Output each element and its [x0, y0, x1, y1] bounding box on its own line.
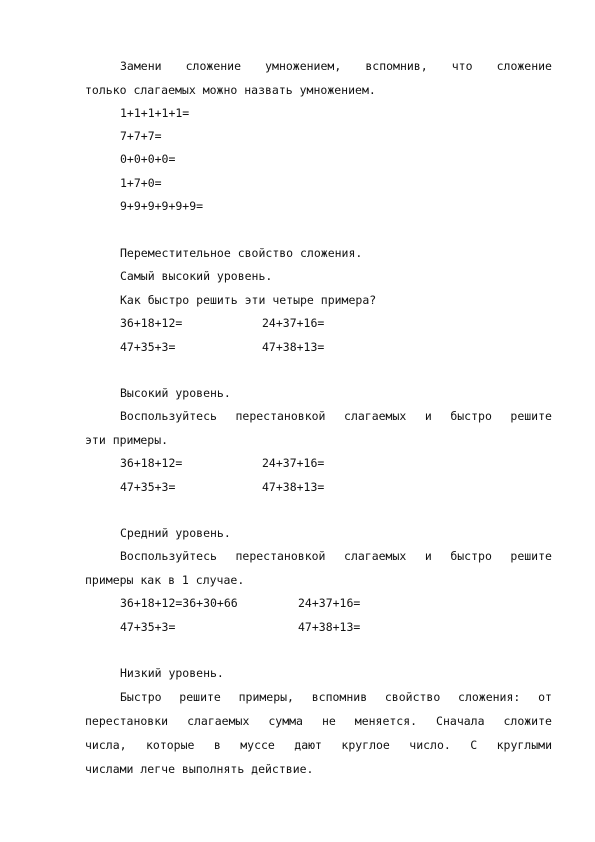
level-heading: Самый высокий уровень. [120, 269, 273, 283]
example-cell: 24+37+16= [298, 596, 361, 610]
word: С [470, 738, 478, 752]
word: от [538, 690, 552, 704]
word: числа, [85, 738, 127, 752]
example-cell: 47+35+3= [120, 480, 176, 494]
word: умножением, [265, 59, 342, 73]
example-line: 9+9+9+9+9+9= [120, 199, 204, 213]
example-line: 1+1+1+1+1= [120, 106, 190, 120]
word: муссе [240, 738, 275, 752]
word: Воспользуйтесь [120, 549, 217, 563]
word: сложение [496, 59, 552, 73]
example-line: 1+7+0= [120, 176, 162, 190]
example-cell: 24+37+16= [262, 316, 325, 330]
level-heading: Высокий уровень. [120, 386, 231, 400]
word: перестановкой [235, 549, 326, 563]
word: быстро [450, 549, 492, 563]
word: перестановки [85, 714, 169, 728]
word: что [451, 59, 473, 73]
example-line: 0+0+0+0= [120, 152, 176, 166]
word: сумма [268, 714, 303, 728]
word: сложение [185, 59, 242, 73]
example-cell: 47+35+3= [120, 340, 176, 354]
section-title: Переместительное свойство сложения. [120, 246, 363, 260]
medium-paragraph-line-2: примеры как в 1 случае. [85, 573, 245, 587]
word: меняется. [354, 714, 418, 728]
low-paragraph-line-4: числами легче выполнять действие. [85, 762, 314, 776]
example-line: 7+7+7= [120, 129, 162, 143]
word: слагаемых [344, 409, 407, 423]
word: слагаемых [187, 714, 250, 728]
word: круглыми [496, 738, 552, 752]
word: не [321, 714, 336, 728]
word: круглое [341, 738, 390, 752]
word: Сначала [436, 714, 485, 728]
word: примеры, [238, 690, 294, 704]
word: вспомнив [311, 690, 368, 704]
word: число. [409, 738, 451, 752]
example-cell: 47+38+13= [298, 620, 361, 634]
word: быстро [450, 409, 492, 423]
word: слагаемых [344, 549, 407, 563]
word: в [213, 738, 221, 752]
intro-paragraph-line-2: только слагаемых можно назвать умножением. [85, 83, 376, 97]
word: Быстро [120, 690, 162, 704]
question-line: Как быстро решить эти четыре примера? [120, 293, 377, 307]
medium-paragraph-line-1 [120, 549, 552, 563]
example-cell: 24+37+16= [262, 456, 325, 470]
example-cell: 36+18+12= [120, 316, 183, 330]
example-cell: 36+18+12=36+30+66 [120, 596, 238, 610]
word: решите [510, 409, 552, 423]
low-paragraph-line-2 [85, 714, 552, 728]
word: Замени [120, 59, 162, 73]
word: Воспользуйтесь [120, 409, 217, 423]
high-paragraph-line-2: эти примеры. [85, 433, 169, 447]
example-cell: 47+38+13= [262, 340, 325, 354]
intro-paragraph-line-1 [120, 59, 552, 73]
word: дают [294, 738, 322, 752]
word: свойство [384, 690, 441, 704]
low-paragraph-line-3 [85, 738, 552, 752]
example-cell: 47+35+3= [120, 620, 176, 634]
word: вспомнив, [365, 59, 428, 73]
low-paragraph-line-1 [120, 690, 552, 704]
word: перестановкой [235, 409, 326, 423]
example-cell: 36+18+12= [120, 456, 183, 470]
word: сложения: [458, 690, 521, 704]
level-heading: Средний уровень. [120, 526, 231, 540]
level-heading: Низкий уровень. [120, 666, 224, 680]
high-paragraph-line-1 [120, 409, 552, 423]
word: которые [145, 738, 195, 752]
word: решите [510, 549, 552, 563]
word: решите [179, 690, 221, 704]
word: и [424, 409, 432, 423]
word: сложите [503, 714, 552, 728]
word: и [424, 549, 432, 563]
example-cell: 47+38+13= [262, 480, 325, 494]
